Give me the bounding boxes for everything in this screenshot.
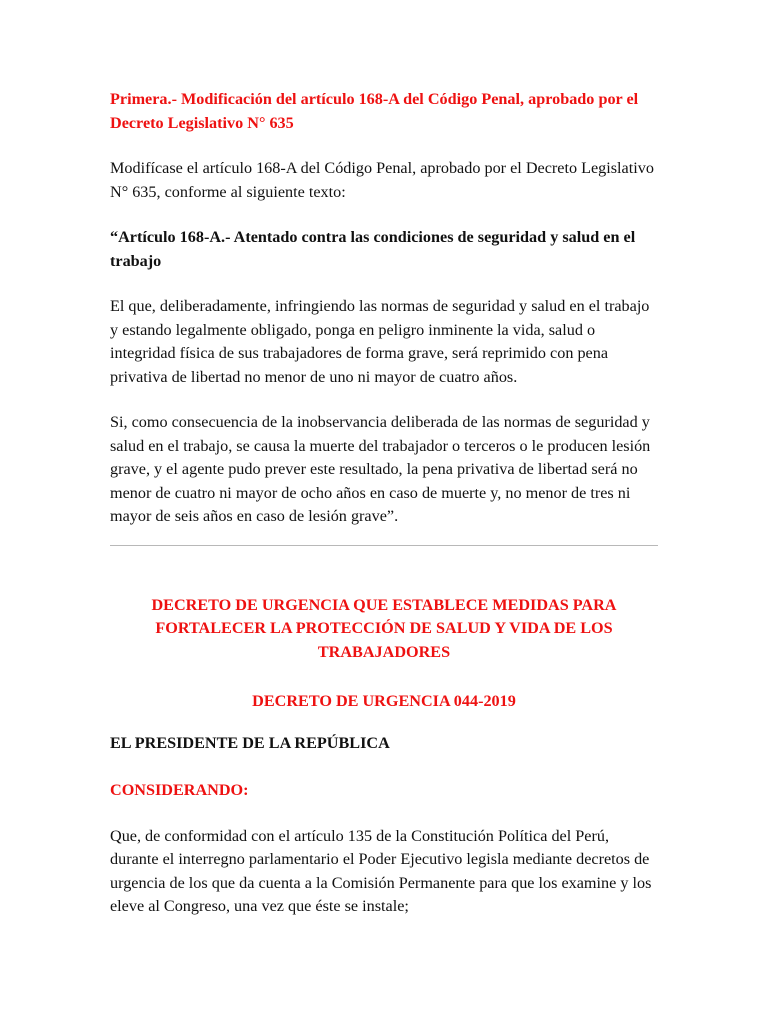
section-divider [110, 545, 658, 546]
section-heading-primera: Primera.- Modificación del artículo 168-A del Código Penal, aprobado por el Decreto Legislativo N° 635 [110, 90, 639, 132]
article-paragraph-2: Si, como consecuencia de la inobservancia deliberada de las normas de seguridad y salud en el trabajo, se causa la muerte del trabajador o terceros o le producen lesión grave, y el agente pudo prever este resultado, la pena privativa de libertad será no menor de cuatro ni mayor de ocho años en caso de muerte y, no menor de tres ni mayor de seis años en caso de lesión grave”. [110, 413, 651, 525]
intro-paragraph: Modifícase el artículo 168-A del Código Penal, aprobado por el Decreto Legislativo N° 635, conforme al siguiente texto: [110, 159, 654, 201]
article-paragraph-1: El que, deliberadamente, infringiendo las normas de seguridad y salud en el trabajo y estando legalmente obligado, ponga en peligro inminente la vida, salud o integridad física de sus trabajadores de forma grave, será reprimido con pena privativa de libertad no menor de uno ni mayor de cuatro años. [110, 297, 650, 386]
decree-number: DECRETO DE URGENCIA 044-2019 [252, 692, 516, 710]
considerando-heading: CONSIDERANDO: [110, 781, 249, 799]
considerando-paragraph-1: Que, de conformidad con el artículo 135 de la Constitución Política del Perú, durante el interregno parlamentario el Poder Ejecutivo legisla mediante decretos de urgencia de los que da cuenta a la Comisión Permanente para que los examine y los eleve al Congreso, una vez que éste se instale; [110, 826, 652, 915]
document-page [110, 88, 658, 919]
decree-title: DECRETO DE URGENCIA QUE ESTABLECE MEDIDAS PARA FORTALECER LA PROTECCIÓN DE SALUD Y VIDA DE LOS TRABAJADORES [151, 595, 617, 661]
president-heading: EL PRESIDENTE DE LA REPÚBLICA [110, 733, 390, 752]
article-title: “Artículo 168-A.- Atentado contra las condiciones de seguridad y salud en el trabajo [110, 228, 636, 270]
